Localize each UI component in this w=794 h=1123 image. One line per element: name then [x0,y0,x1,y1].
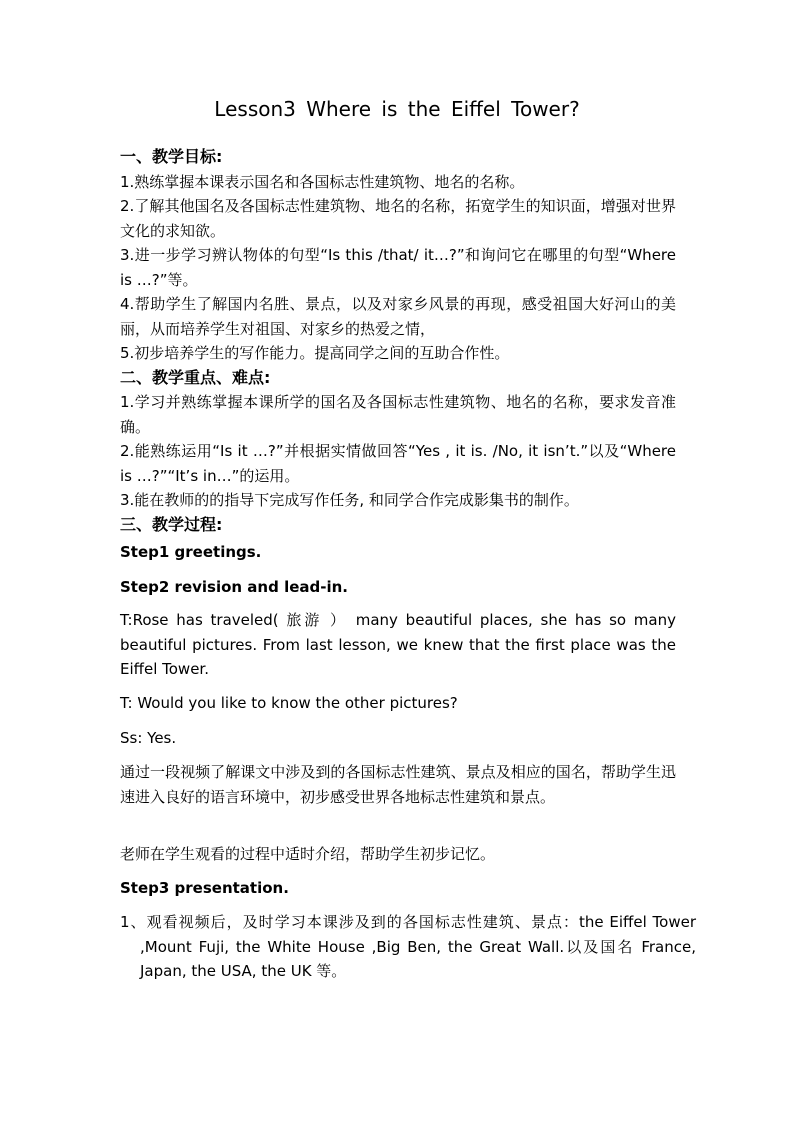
paragraph-students-answer: Ss: Yes. [120,729,177,747]
presentation-item-1: 1、观看视频后，及时学习本课涉及到的各国标志性建筑、景点：the Eiffel Tower ,Mount Fuji, the White House ,Big Ben, the Great Wall.以及国名 France, Japan, the USA, the UK 等。 [120,913,696,980]
section-heading-objectives: 一、教学目标: [120,147,223,166]
step2-heading: Step2 revision and lead-in. [120,578,348,596]
key-point-item-1: 1.学习并熟练掌握本课所学的国名及各国标志性建筑物、地名的名称，要求发音准确。 [120,393,676,436]
paragraph-rose-traveled: T:Rose has traveled( 旅游 ） many beautiful places, she has so many beautiful pictures. From last lesson, we knew that the first place was the Eiffel Tower. [120,611,676,678]
objective-item-2: 2.了解其他国名及各国标志性建筑物、地名的名称，拓宽学生的知识面，增强对世界文化的求知欲。 [120,197,676,240]
objective-item-3: 3.进一步学习辨认物体的句型“Is this /that/ it…?”和询问它在哪里的句型“Where is …?”等。 [120,246,676,289]
objectives-section [120,145,676,537]
section-heading-key-points: 二、教学重点、难点: [120,367,271,387]
key-point-item-3: 3.能在教师的的指导下完成写作任务, 和同学合作完成影集书的制作。 [120,491,579,509]
objective-item-5: 5.初步培养学生的写作能力。提高同学之间的互助合作性。 [120,344,510,362]
lesson-title: Lesson3 Where is the Eiffel Tower? [214,97,580,121]
objective-item-1: 1.熟练掌握本课表示国名和各国标志性建筑物、地名的名称。 [120,172,525,191]
section-heading-process: 三、教学过程: [120,514,223,534]
objective-item-4: 4.帮助学生了解国内名胜、景点，以及对家乡风景的再现，感受祖国大好河山的美丽，从而培养学生对祖国、对家乡的热爱之情， [120,295,676,338]
paragraph-video-intro: 通过一段视频了解课文中涉及到的各国标志性建筑、景点及相应的国名，帮助学生迅速进入良好的语言环境中，初步感受世界各地标志性建筑和景点。 [120,763,676,806]
paragraph-teacher-question: T: Would you like to know the other pictures? [120,694,458,712]
step1-heading: Step1 greetings. [120,543,262,561]
paragraph-teacher-intro: 老师在学生观看的过程中适时介绍，帮助学生初步记忆。 [120,845,496,863]
step3-heading: Step3 presentation. [120,879,289,897]
key-point-item-2: 2.能熟练运用“Is it …?”并根据实情做回答“Yes , it is. /No, it isn’t.”以及“Where is …?”“It’s in…”的运用。 [120,442,676,485]
